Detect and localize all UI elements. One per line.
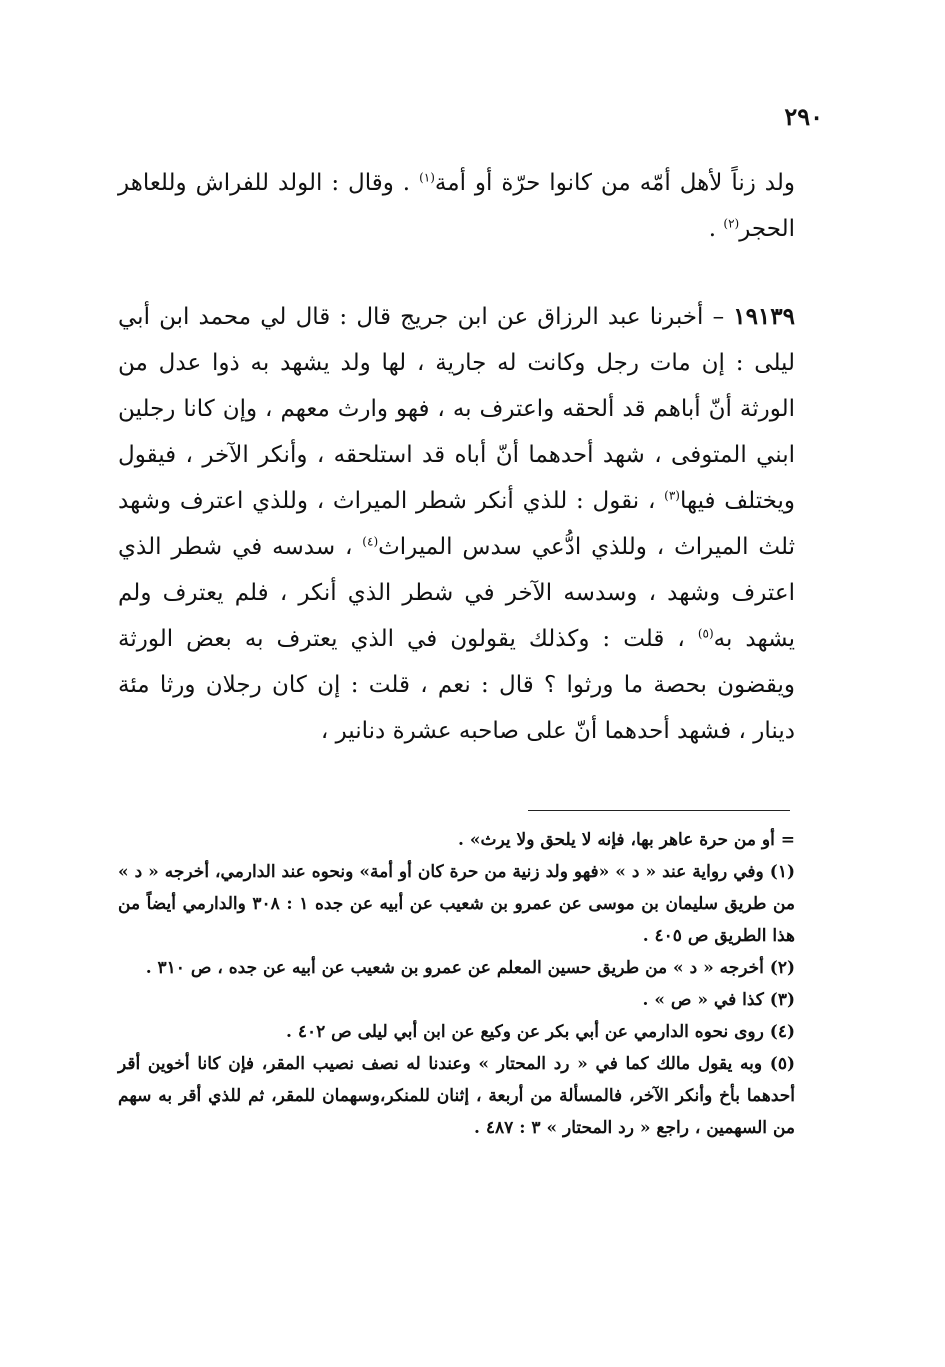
main-text xyxy=(118,160,795,754)
footnote-5: (٥) وبه يقول مالك كما في « رد المحتار » وعندنا له نصف نصيب المقر، فإن كانا أخوين أقر أحدهما بأخ وأنكر الآخر، فالمسألة من أربعة ، إثنان للمنكر،وسهمان للمقر، ثم للذي أقر به سهم من السهمين ، راجع « رد المحتار » ٣ : ٤٨٧ . xyxy=(118,1054,795,1138)
footnote-ref-4: (٤) xyxy=(362,534,379,549)
footnote-4: (٤) روى نحوه الدارمي عن أبي بكر عن وكيع عن ابن أبي ليلى ص ٤٠٢ . xyxy=(285,1022,795,1042)
hadith-paragraph xyxy=(118,294,795,754)
paragraph-gap xyxy=(118,252,795,294)
hadith-text-a: – أخبرنا عبد الرزاق عن ابن جريج قال : قال لي محمد ابن أبي ليلى : إن مات رجل وكانت له جارية ، لها ولد يشهد به ذوا عدل من الورثة أنّ أباهم قد ألحقه واعترف به ، فهو وارث معهم ، وإن كانا رجلين ابني المتوفى ، شهد أحدهما أنّ أباه قد استلحقه ، وأنكر الآخر ، فيقول ويختلف فيها xyxy=(118,304,795,514)
footnotes xyxy=(118,824,795,1144)
footnote-ref-5: (٥) xyxy=(697,626,714,641)
hadith-number: ١٩١٣٩ xyxy=(733,303,795,330)
continuation-paragraph xyxy=(118,160,795,252)
footnote-2: (٢) أخرجه « د » من طريق حسين المعلم عن عمرو بن شعيب عن أبيه عن جده ، ص ٣١٠ . xyxy=(145,958,795,978)
continuation-text-2: . وقال : الولد للفراش وللعاهر الحجر xyxy=(118,170,795,242)
hadith-text-c: ، سدسه في شطر الذي اعترف وشهد ، وسدسه الآخر في شطر الذي أنكر ، فلم يعترف ولم يشهد به xyxy=(118,534,796,652)
footnote-1: (١) وفي رواية عند « د » «فهو ولد زنية من حرة كان أو أمة» ونحوه عند الدارمي، أخرجه « د » من طريق سليمان بن موسى عن عمرو بن شعيب عن أبيه عن جده ١ : ٣٠٨ والدارمي أيضاً من هذا الطريق ص ٤٠٥ . xyxy=(118,862,795,946)
page-number: ٢٩٠ xyxy=(784,102,823,131)
footnote-ref-1: (١) xyxy=(419,170,435,185)
footnote-3: (٣) كذا في « ص » . xyxy=(642,990,795,1010)
continuation-text: ولد زناً لأهل أمّه من كانوا حرّة أو أمة xyxy=(434,170,795,196)
footnote-carry: = أو من حرة عاهر بها، فإنه لا يلحق ولا يرث» . xyxy=(458,830,795,850)
hadith-text-b: ، نقول : للذي أنكر شطر الميراث ، وللذي اعترف وشهد ثلث الميراث ، وللذي ادُّعي سدس الميراث xyxy=(118,488,795,560)
continuation-end: . xyxy=(708,216,724,242)
footnote-ref-2: (٢) xyxy=(723,216,740,231)
footnote-ref-3: (٣) xyxy=(664,488,680,503)
hadith-text-d: ، قلت : وكذلك يقولون في الذي يعترف به بعض الورثة ويقضون بحصة ما ورثوا ؟ قال : نعم ، قلت : إن كان رجلان ورثا مئة دينار ، فشهد أحدهما أنّ على صاحبه عشرة دنانير ، xyxy=(118,626,795,744)
footnote-divider xyxy=(528,810,790,811)
